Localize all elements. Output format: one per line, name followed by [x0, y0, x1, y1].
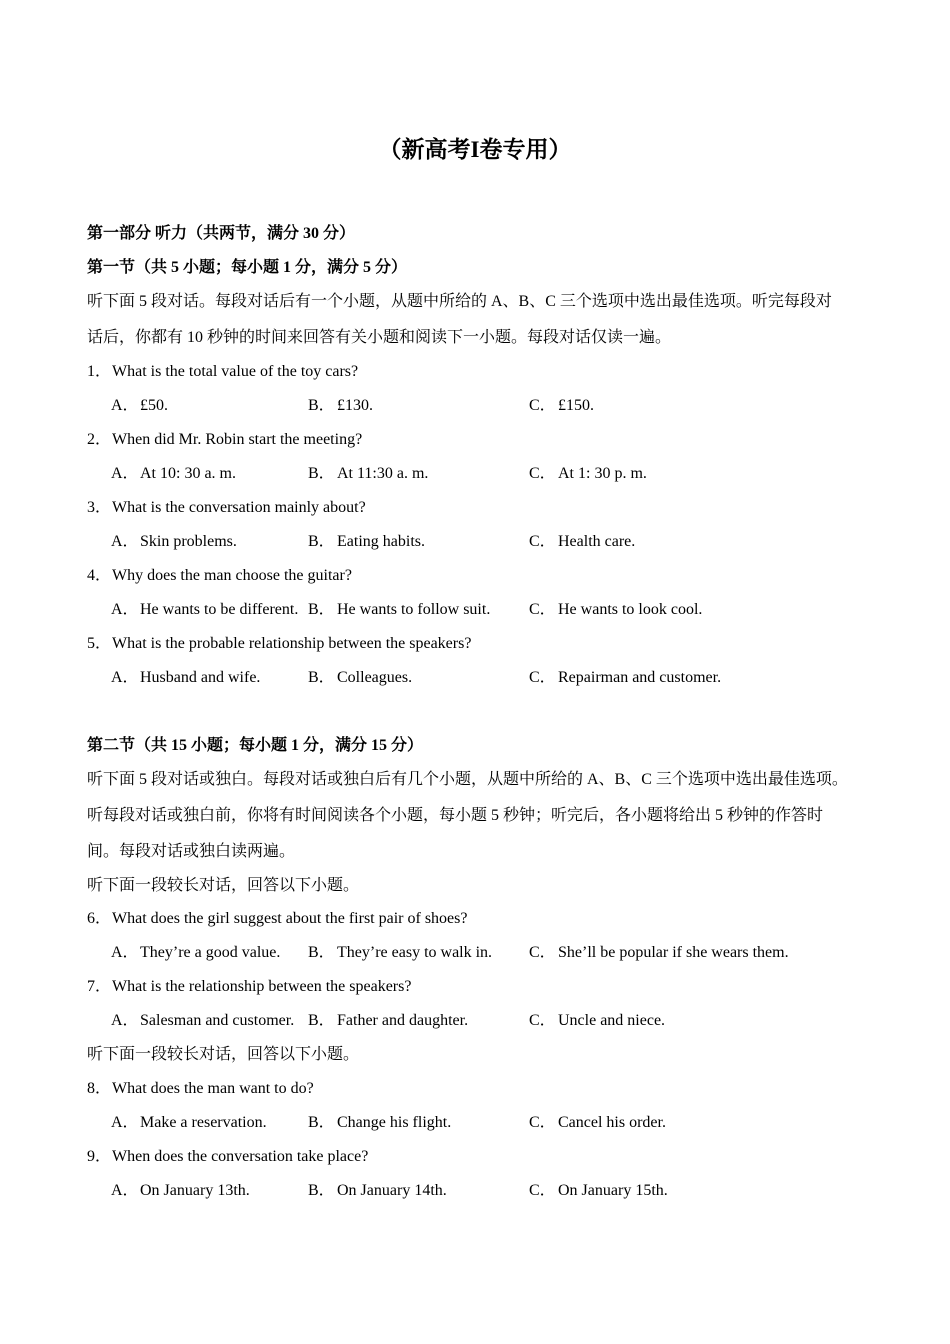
option-text: Uncle and niece. — [558, 1012, 666, 1029]
question — [87, 360, 358, 384]
option-label: C． — [529, 397, 556, 414]
option-a — [111, 1111, 267, 1135]
option-b — [308, 941, 492, 965]
long-dialogue-note: 听下面一段较长对话，回答以下小题。 — [87, 1046, 360, 1063]
question — [87, 632, 471, 656]
section2-heading: 第二节（共 15 小题；每小题 1 分，满分 15 分） — [87, 737, 424, 754]
option-label: B． — [308, 465, 335, 482]
section2-instruction: 间。每段对话或独白读两遍。 — [87, 843, 296, 860]
option-text: Father and daughter. — [337, 1012, 469, 1029]
option-b — [308, 462, 428, 486]
section1-heading: 第一节（共 5 小题；每小题 1 分，满分 5 分） — [87, 259, 408, 276]
option-c — [529, 1009, 665, 1033]
option-c — [529, 462, 647, 486]
option-text: On January 14th. — [337, 1182, 447, 1199]
question-text: What does the man want to do? — [112, 1080, 314, 1097]
option-text: Repairman and customer. — [558, 669, 722, 686]
option-b — [308, 394, 373, 418]
option-a — [111, 941, 280, 965]
question — [87, 428, 362, 452]
option-b — [308, 1111, 451, 1135]
option-label: C． — [529, 944, 556, 961]
question-text: What is the total value of the toy cars? — [112, 363, 359, 380]
option-text: Cancel his order. — [558, 1114, 666, 1131]
question — [87, 1145, 368, 1169]
option-label: A． — [111, 1114, 139, 1131]
option-label: B． — [308, 669, 335, 686]
section1-instruction: 话后，你都有 10 秒钟的时间来回答有关小题和阅读下一小题。每段对话仅读一遍。 — [87, 329, 672, 346]
question-text: What is the probable relationship between the speakers? — [112, 635, 472, 652]
page-title: （新高考I卷专用） — [378, 137, 572, 162]
option-c — [529, 1179, 668, 1203]
section2-instruction: 听下面 5 段对话或独白。每段对话或独白后有几个小题，从题中所给的 A、B、C 三个选项中选出最佳选项。 — [87, 771, 848, 788]
option-label: A． — [111, 601, 139, 618]
question-number: 2． — [87, 431, 112, 448]
option-text: At 11:30 a. m. — [337, 465, 429, 482]
question-text: When did Mr. Robin start the meeting? — [112, 431, 363, 448]
option-text: They’re a good value. — [140, 944, 281, 961]
option-b — [308, 1179, 447, 1203]
option-text: At 10: 30 a. m. — [140, 465, 236, 482]
option-text: He wants to follow suit. — [337, 601, 491, 618]
option-text: He wants to look cool. — [558, 601, 703, 618]
question-text: What does the girl suggest about the first pair of shoes? — [112, 910, 468, 927]
option-c — [529, 666, 721, 690]
option-text: Eating habits. — [337, 533, 425, 550]
question-text: When does the conversation take place? — [112, 1148, 369, 1165]
option-c — [529, 394, 594, 418]
question-number: 8． — [87, 1080, 112, 1097]
option-label: C． — [529, 465, 556, 482]
option-b — [308, 598, 490, 622]
option-b — [308, 666, 412, 690]
option-label: B． — [308, 397, 335, 414]
option-a — [111, 666, 260, 690]
option-label: B． — [308, 1012, 335, 1029]
option-text: On January 13th. — [140, 1182, 250, 1199]
question-number: 1． — [87, 363, 112, 380]
question-number: 4． — [87, 567, 112, 584]
option-label: C． — [529, 1012, 556, 1029]
option-label: A． — [111, 669, 139, 686]
option-c — [529, 598, 702, 622]
option-a — [111, 530, 237, 554]
question-text: What is the conversation mainly about? — [112, 499, 366, 516]
option-text: £150. — [558, 397, 594, 414]
option-b — [308, 530, 425, 554]
option-b — [308, 1009, 468, 1033]
option-text: Make a reservation. — [140, 1114, 267, 1131]
option-label: A． — [111, 944, 139, 961]
option-label: B． — [308, 601, 335, 618]
option-text: They’re easy to walk in. — [337, 944, 493, 961]
option-text: On January 15th. — [558, 1182, 668, 1199]
option-label: A． — [111, 1182, 139, 1199]
option-text: Husband and wife. — [140, 669, 261, 686]
option-a — [111, 462, 236, 486]
option-text: Health care. — [558, 533, 636, 550]
section2-instruction: 听每段对话或独白前，你将有时间阅读各个小题，每小题 5 秒钟；听完后，各小题将给出 5 秒钟的作答时 — [87, 807, 824, 824]
option-label: C． — [529, 601, 556, 618]
question-text: Why does the man choose the guitar? — [112, 567, 352, 584]
option-text: She’ll be popular if she wears them. — [558, 944, 789, 961]
option-label: B． — [308, 1114, 335, 1131]
question-number: 6． — [87, 910, 112, 927]
option-label: B． — [308, 1182, 335, 1199]
question-text: What is the relationship between the speakers? — [112, 978, 412, 995]
option-a — [111, 598, 298, 622]
option-c — [529, 941, 789, 965]
option-text: Change his flight. — [337, 1114, 452, 1131]
option-label: C． — [529, 1182, 556, 1199]
option-label: C． — [529, 669, 556, 686]
question-number: 9． — [87, 1148, 112, 1165]
option-label: B． — [308, 533, 335, 550]
question — [87, 496, 366, 520]
option-label: A． — [111, 1012, 139, 1029]
option-label: C． — [529, 533, 556, 550]
question-number: 7． — [87, 978, 112, 995]
part1-heading: 第一部分 听力（共两节，满分 30 分） — [87, 225, 356, 242]
option-text: At 1: 30 p. m. — [558, 465, 647, 482]
option-text: Salesman and customer. — [140, 1012, 295, 1029]
option-a — [111, 1179, 250, 1203]
option-label: A． — [111, 533, 139, 550]
option-text: Skin problems. — [140, 533, 237, 550]
option-a — [111, 1009, 294, 1033]
option-text: Colleagues. — [337, 669, 413, 686]
option-text: £50. — [140, 397, 168, 414]
section1-instruction: 听下面 5 段对话。每段对话后有一个小题，从题中所给的 A、B、C 三个选项中选出最佳选项。听完每段对 — [87, 293, 832, 310]
option-c — [529, 530, 635, 554]
question-number: 3． — [87, 499, 112, 516]
option-label: A． — [111, 465, 139, 482]
question — [87, 1077, 314, 1101]
option-label: C． — [529, 1114, 556, 1131]
option-text: He wants to be different. — [140, 601, 299, 618]
question — [87, 907, 467, 931]
question — [87, 975, 411, 999]
option-text: £130. — [337, 397, 373, 414]
long-dialogue-note: 听下面一段较长对话，回答以下小题。 — [87, 877, 360, 894]
option-label: A． — [111, 397, 139, 414]
option-a — [111, 394, 168, 418]
question — [87, 564, 352, 588]
option-c — [529, 1111, 666, 1135]
question-number: 5． — [87, 635, 112, 652]
option-label: B． — [308, 944, 335, 961]
